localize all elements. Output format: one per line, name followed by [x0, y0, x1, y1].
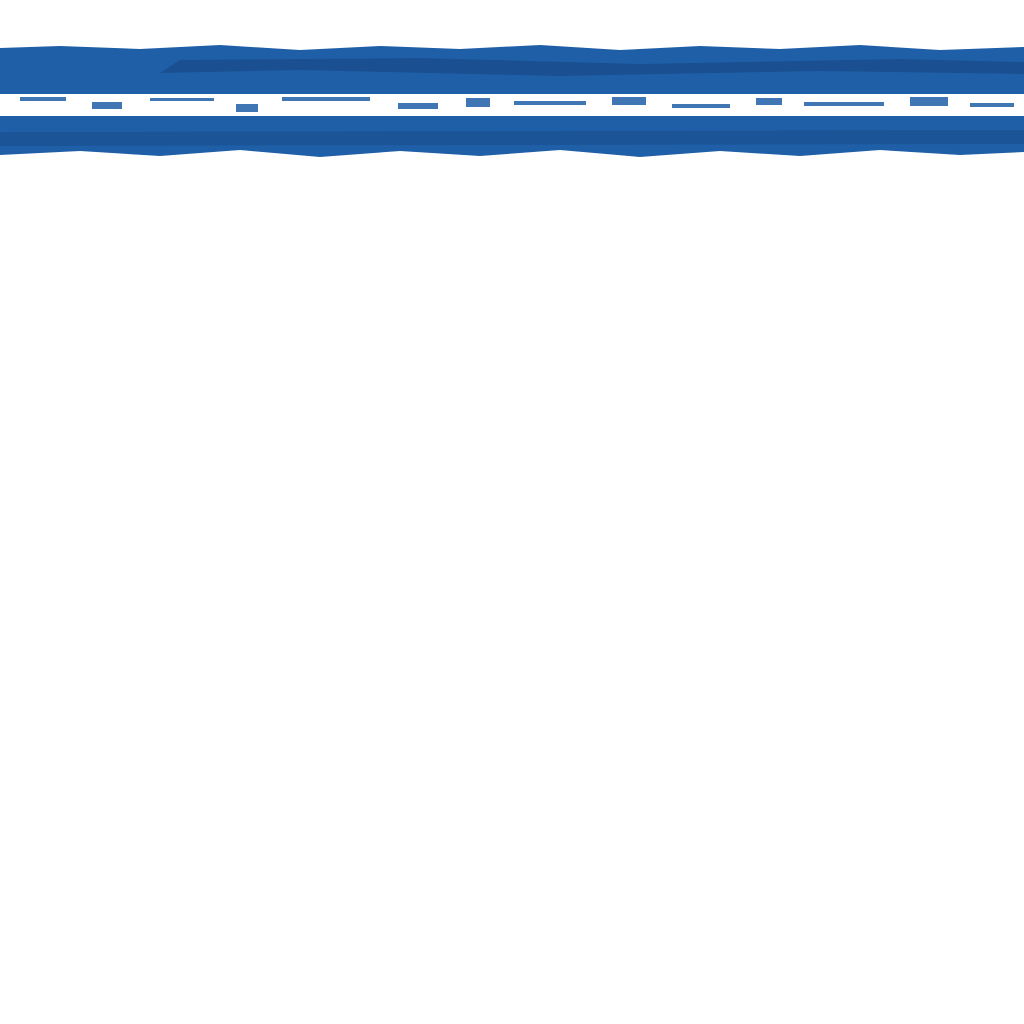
banner-graphic: [0, 40, 1024, 162]
header-banner: [0, 40, 1024, 162]
banner-bottom-shade: [0, 130, 1024, 146]
